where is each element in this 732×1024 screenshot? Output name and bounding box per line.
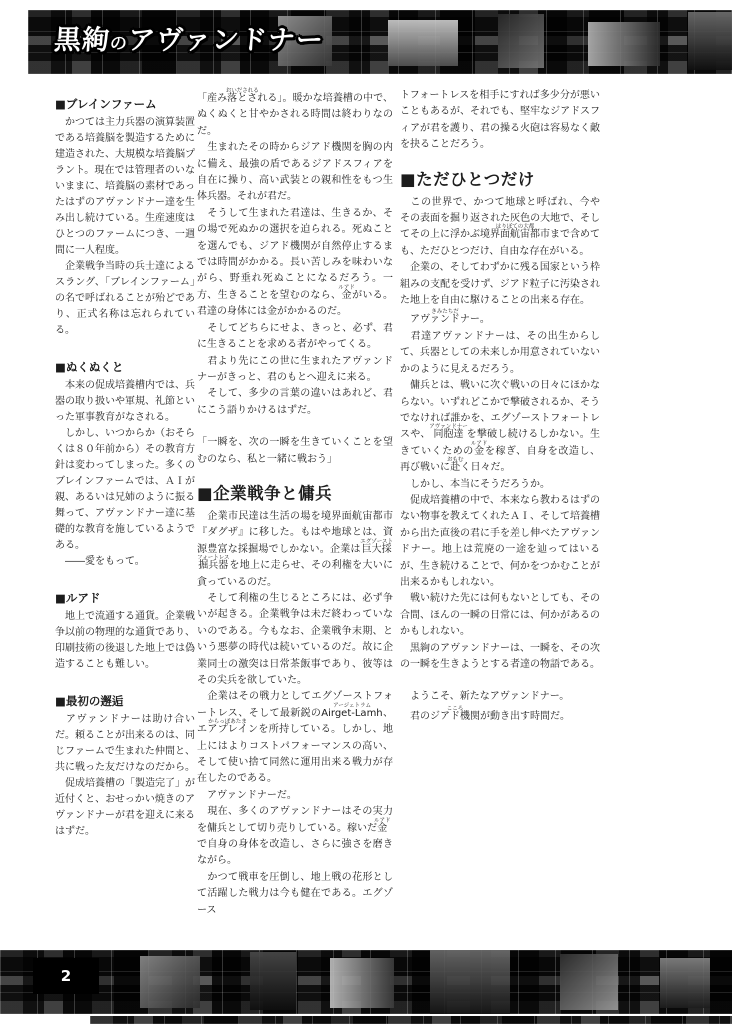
section-heading: ■ルアド xyxy=(55,591,101,605)
paragraph: 企業はその戦力としてエグゾーストフォートレス、そして最新鋭のAirget-Lamhアージェトラム、エアプレインからっぽあたまを所持している。しかし、地上にはよりコストパフォーマンスの高い、そして使い捨て同然に運用出来る戦力が存在したのである。 xyxy=(197,691,394,785)
paragraph: 傭兵とは、戦いに次ぐ戦いの日々にほかならない。いずれどこかで撃破されるか、そうでなければ誰かを、エグゾーストフォートレスや、同胞達アヴァンドナーを撃破し続けるしかない。生きていくための金ルアドを稼ぎ、自身を改造し、再び戦いに赴おもむく日々だ。 xyxy=(400,380,600,474)
paragraph: 君のジアド機関こころが動き出す時間だ。 xyxy=(400,705,570,722)
paragraph: かつては主力兵器の演算装置である培養脳を製造するために建造された、大規模な培養脳プラント。現在では管理者のいないままに、培養脳の素材であったはずのアヴァンドナー達を生み出し続けている。生産速度はひとつのファームにつき、一週間に一人程度。 xyxy=(55,117,195,256)
paragraph: そして利権の生じるところには、必ず争いが起きる。企業戦争は未だ終わっていないのである。今もなお、企業戦争末期、という悪夢の時代は続いているのだ。故に企業同士の激突は日常茶飯事であり、彼等はその尖兵を欲していた。 xyxy=(197,592,393,686)
collage-photo xyxy=(388,20,458,66)
paragraph: アヴァンドナーは助け合いだ。頼ることが出来るのは、同じファームで生まれた仲間と、共に戦った友だけなのだから。 xyxy=(55,714,195,773)
title-rest: アヴァンドナー xyxy=(127,25,325,56)
paragraph: 君達アヴァンドナーは、その出生からして、兵器としての未来しか用意されていないかのように見えるだろう。 xyxy=(400,330,600,375)
page-number-value: 2 xyxy=(60,967,72,985)
section-heading: ■ブレインファーム xyxy=(55,97,157,111)
paragraph: そうして生まれた君達は、生きるか、その場で死ぬかの選択を迫られる。死ぬことを選んでも、ジアド機関が自然停止するまでは時間がかかる。長い苦しみを味わいながら、野垂れ死ぬことになるだろう。一方、生きることを望むのなら、金ルアドがいる。君達の身体には金がかかるのだ。 xyxy=(197,207,393,318)
paragraph: アヴァンドナーきみたちだ。 xyxy=(410,309,490,326)
ruby-annotated-text: 赴おもむ xyxy=(447,457,464,474)
section-heading: ■ぬくぬくと xyxy=(55,360,124,374)
paragraph: 促成培養槽の「製造完了」が近付くと、おせっかい焼きのアヴァンドナーが君を迎えに来るはずだ。 xyxy=(55,778,195,837)
ruby-annotated-text: 金ルアド xyxy=(338,284,355,301)
column-3 xyxy=(400,88,600,725)
paragraph: 生まれたその時からジアド機関を胸の内に備え、最強の盾であるジアドスフィアを自在に操り、高い武装との親和性をもつ生体兵器。それが君だ。 xyxy=(197,142,393,203)
paragraph: しかし、いつからか（おそらくは８０年前から）その教育方針は変わってしまった。多くのブレインファームでは、ＡＩが親、あるいは兄姉のように振る舞って、アヴァンドナー達に基礎的な教育を施しているようである。 xyxy=(55,428,195,551)
page-number xyxy=(33,958,99,994)
section-heading: ■最初の邂逅 xyxy=(55,694,124,708)
title-main: 黒絢 xyxy=(53,25,112,56)
paragraph: 現在、多くのアヴァンドナーはその実力を傭兵として切り売りしている。稼いだ金ルアドで自身の身体を改造し、さらに強さを磨きながら。 xyxy=(197,806,393,867)
paragraph: 「産み落とされるおいだされる」。暖かな培養槽の中で、ぬくぬくと甘やかされる時間は終わりなのだ。 xyxy=(197,88,393,137)
collage-photo xyxy=(660,958,710,1008)
paragraph: アヴァンドナーだ。 xyxy=(197,789,297,801)
paragraph: 君より先にこの世に生まれたアヴァンドナーがきっと、君のもとへ迎えに来る。 xyxy=(197,355,393,383)
collage-photo xyxy=(140,956,200,1008)
collage-photo xyxy=(588,22,660,66)
paragraph: 促成培養槽の中で、本来なら教わるはずのない物事を教えてくれたＡＩ、そして培養槽から出た直後の君に手を差し伸べたアヴァンドナー。地上は荒廃の一途を辿ってはいるが、生き続けることで、何かをつかむことが出来るかもしれない。 xyxy=(400,494,600,588)
column-1 xyxy=(55,96,195,840)
collage-photo xyxy=(560,954,618,1010)
paragraph: ――愛をもって。 xyxy=(55,556,145,567)
paragraph: しかし、本当にそうだろうか。 xyxy=(400,478,550,490)
paragraph: そしてどちらにせよ、きっと、必ず、君に生きることを求める者がやってくる。 xyxy=(197,322,393,351)
collage-photo xyxy=(250,952,296,1010)
ruby-annotated-text: 金ルアド xyxy=(374,817,391,834)
collage-photo xyxy=(498,14,544,68)
ruby-annotated-text: 同胞達アヴァンドナー xyxy=(429,424,468,441)
ruby-annotated-text: ジアド機関こころ xyxy=(430,705,480,722)
paragraph: トフォートレスを相手にすれば多少分が悪いこともあるが、それでも、堅牢なジアドスフィアが君を護り、君の操る火砲は容易なく敵を抉ることだろう。 xyxy=(400,90,600,151)
paragraph: この世界で、かつて地球と呼ばれ、今やその表面を掘り返された灰色の大地で、そしてその上に浮かぶ境界面航宙都市はりぼての大都まで含めても、ただひとつだけ、自由な存在がいる。 xyxy=(400,196,600,257)
bottom-collage-banner xyxy=(0,950,732,1014)
paragraph: 企業の、そしてわずかに残る国家という枠組みの支配を受けず、ジアド粒子に汚染された地上を自由に駆けることの出来る存在。 xyxy=(400,262,600,307)
paragraph: かつて戦車を圧倒し、地上戦の花形として活躍した戦力は今も健在である。エグゾース xyxy=(197,871,393,916)
ruby-annotated-text: 境界面航宙都市はりぼての大都 xyxy=(480,224,550,241)
ruby-annotated-text: 金ルアド xyxy=(470,440,488,457)
top-collage-banner xyxy=(28,10,732,74)
collage-photo xyxy=(330,958,394,1008)
ruby-annotated-text: 巨大採掘兵器エグゾーストフォートレス xyxy=(197,538,393,572)
paragraph: 本来の促成培養槽内では、兵器の取り扱いや軍規、礼節といった軍事教育がなされる。 xyxy=(55,380,195,423)
page-title xyxy=(53,24,325,61)
ruby-annotated-text: アヴァンドナーきみたちだ xyxy=(410,309,480,326)
ruby-annotated-text: 産み落とされるおいだされる xyxy=(207,88,278,104)
section-heading: ■企業戦争と傭兵 xyxy=(197,483,333,503)
ruby-annotated-text: エアプレインからっぽあたま xyxy=(197,719,259,736)
paragraph: 「一瞬を、次の一瞬を生きていくことを望むのなら、私と一緒に戦おう」 xyxy=(197,437,393,465)
section-heading: ■ただひとつだけ xyxy=(400,169,535,189)
column-2 xyxy=(197,88,393,919)
collage-photo xyxy=(430,950,510,1014)
paragraph: ようこそ、新たなアヴァンドナー。 xyxy=(400,691,570,703)
paragraph: 戦い続けた先には何もないとしても、その合間、ほんの一瞬の日常には、何かがあるのかもしれない。 xyxy=(400,593,600,638)
paragraph: 地上で流通する通貨。企業戦争以前の物理的な通貨であり、印刷技術の後退した地上では偽造することも難しい。 xyxy=(55,611,195,670)
paragraph: 黒絢のアヴァンドナーは、一瞬を、その次の一瞬を生きようとする者達の物語である。 xyxy=(400,642,600,670)
collage-photo xyxy=(688,12,732,70)
ruby-annotated-text: Airget-Lamhアージェトラム xyxy=(321,702,383,719)
paragraph: そして、多少の言葉の違いはあれど、君にこう語りかけるはずだ。 xyxy=(197,388,393,416)
paragraph: 企業戦争当時の兵士達によるスラング、「ブレインファーム」の名で呼ばれることが殆どであり、正式名称は忘れられている。 xyxy=(55,261,195,336)
bottom-collage-strip xyxy=(90,1016,732,1024)
paragraph: 企業市民達は生活の場を境界面航宙都市『ダグザ』に移した。もはや地球とは、資源豊富な採掘場でしかない。企業は巨大採掘兵器エグゾーストフォートレスを地上に走らせ、その利権を大いに貪っているのだ。 xyxy=(197,510,393,588)
title-particle: の xyxy=(109,34,129,54)
